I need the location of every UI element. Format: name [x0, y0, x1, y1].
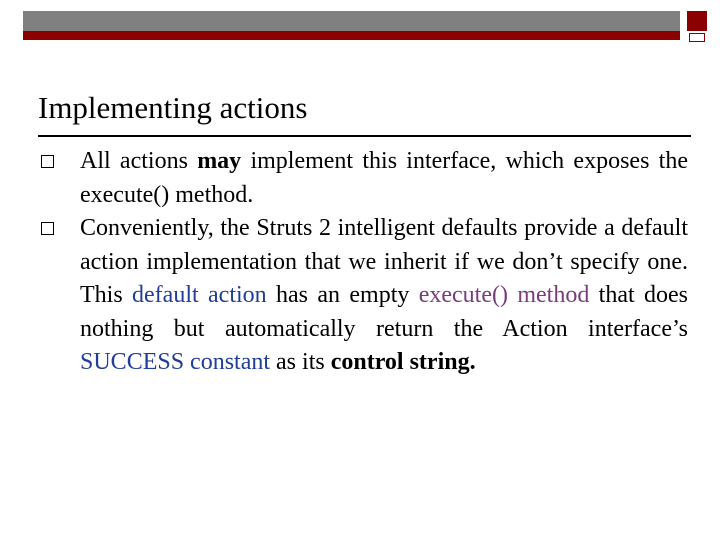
bullet-segment: Conveniently, the Struts 2 intelligent defaults provide a default action implementation that we inherit if we don’t specify one. This: [80, 215, 688, 308]
bullet-list: [38, 145, 688, 380]
bullet-emphasis: may: [197, 148, 242, 174]
bullet-item: [38, 145, 688, 212]
title-rule: [38, 135, 691, 137]
bullet-emphasis: control string.: [330, 349, 476, 375]
bullet-segment: has an empty: [266, 282, 419, 308]
bullet-segment: that does nothing but automatically return the Action interface’s: [80, 282, 689, 342]
slide-title: Implementing actions: [38, 90, 308, 125]
header-band: [23, 11, 680, 31]
square-bullet-icon: [41, 222, 54, 235]
highlight-execute-method: execute() method: [418, 282, 590, 308]
bullet-item: [38, 212, 688, 380]
bullet-segment: implement this interface, which exposes the execute() method.: [80, 148, 688, 208]
highlight-success-constant: SUCCESS constant: [80, 349, 271, 375]
bullet-segment: All actions: [80, 148, 198, 174]
header-square-outline: [689, 33, 705, 42]
header-square-filled: [687, 11, 707, 31]
bullet-segment: as its: [270, 349, 331, 375]
square-bullet-icon: [41, 155, 54, 168]
header-accent-line: [23, 31, 680, 40]
highlight-default-action: default action: [132, 282, 267, 308]
